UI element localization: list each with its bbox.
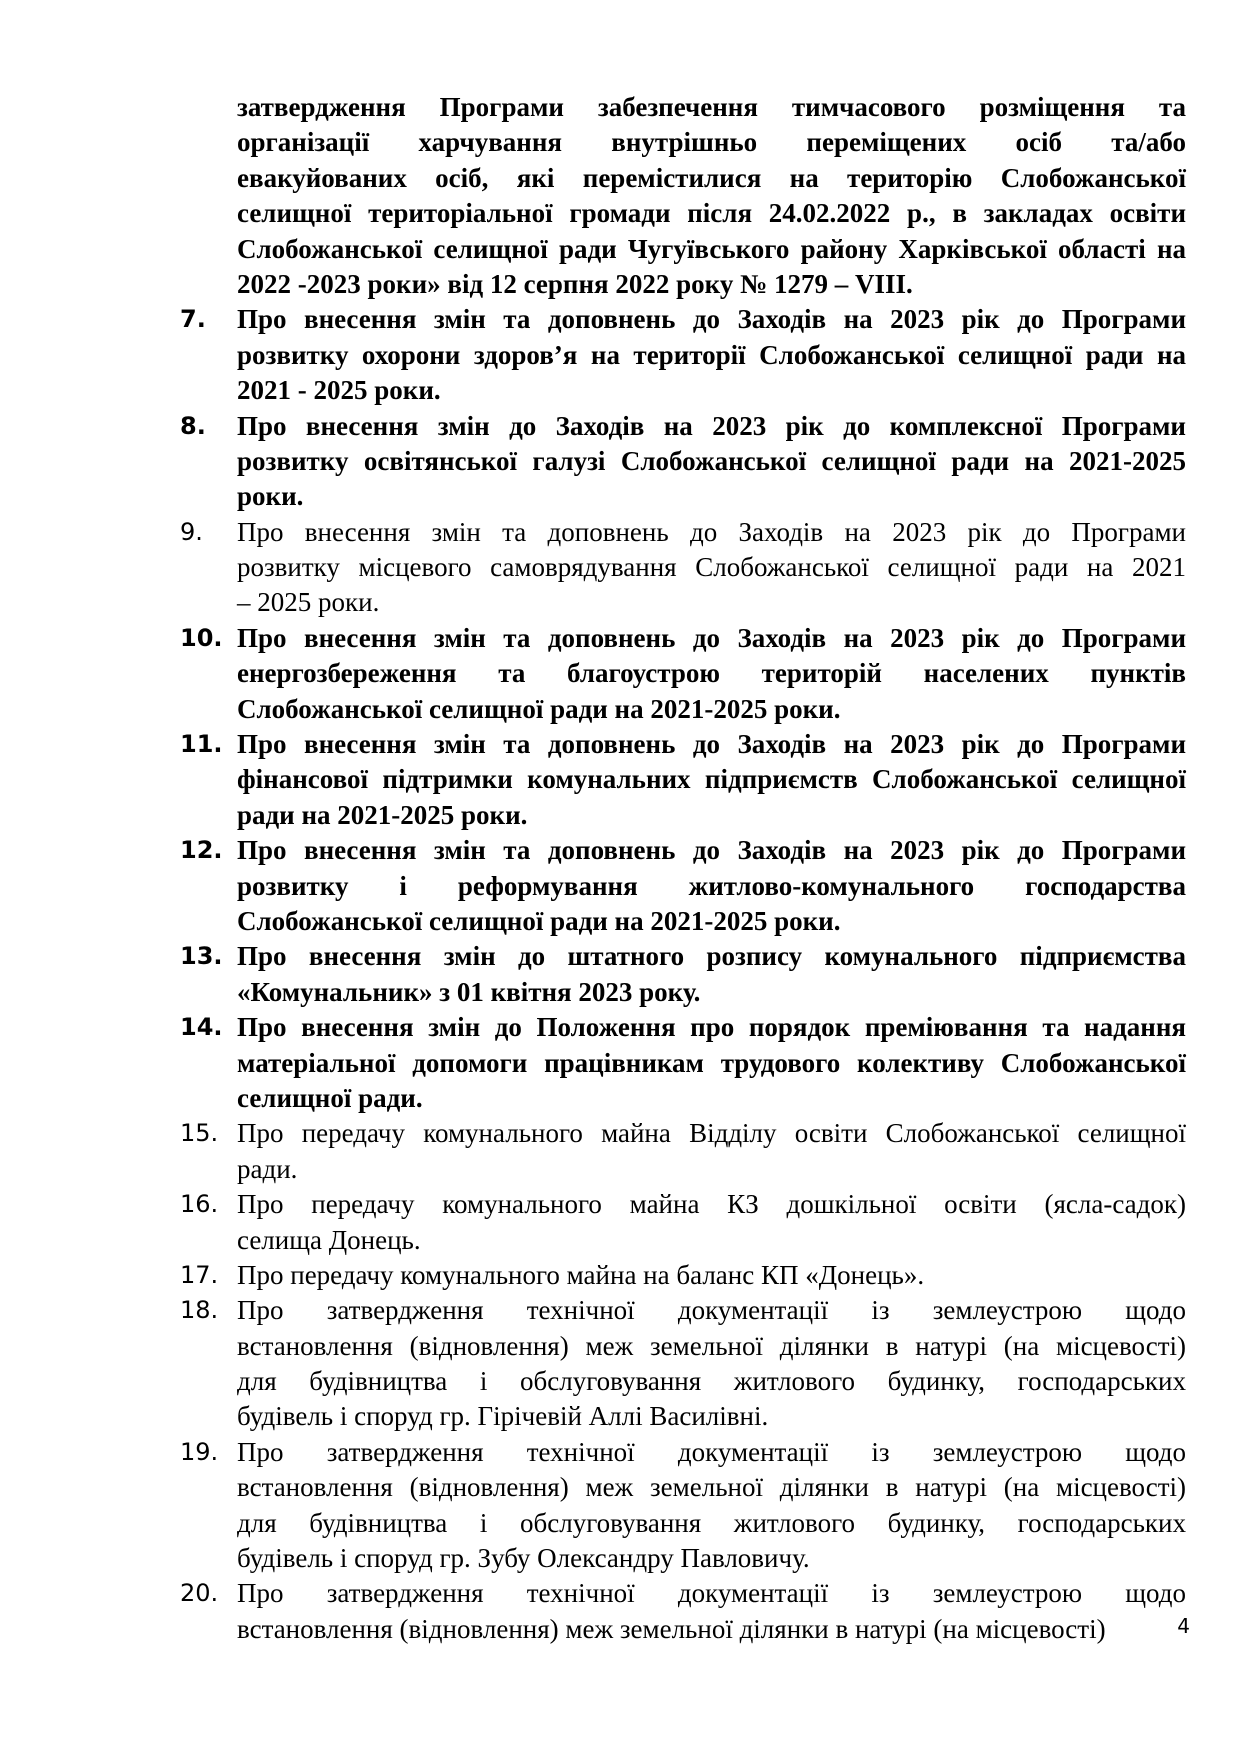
item-text-line: для будівництва і обслуговування житлового будинку, господарських xyxy=(237,1366,1186,1397)
item-text-line: Про передачу комунального майна КЗ дошкільної освіти (ясла-садок) xyxy=(237,1189,1186,1220)
item-number: 13. xyxy=(180,942,223,971)
agenda-item xyxy=(180,1293,1186,1328)
agenda-item-line xyxy=(180,1081,1186,1116)
agenda-item-line xyxy=(180,444,1186,479)
agenda-item-line xyxy=(180,762,1186,797)
item-text-line: розвитку і реформування житлово-комунального господарства xyxy=(237,870,1186,901)
item-text-line: Про внесення змін до Положення про порядок преміювання та надання xyxy=(237,1012,1186,1043)
agenda-item-line xyxy=(180,479,1186,514)
item-text-line: Про затвердження технічної документації із землеустрою щодо xyxy=(237,1578,1186,1609)
item-text-line: Про внесення змін та доповнень до Заходів на 2023 рік до Програми xyxy=(237,729,1186,760)
item-text-line: Про внесення змін та доповнень до Заходів на 2023 рік до Програми xyxy=(237,516,1186,547)
item-text-line: «Комунальник» з 01 квітня 2023 року. xyxy=(237,976,701,1007)
agenda-item-line xyxy=(180,975,1186,1010)
agenda-item-line xyxy=(180,904,1186,939)
agenda-item-line xyxy=(180,1364,1186,1399)
agenda-item xyxy=(180,1258,1186,1293)
agenda-item xyxy=(180,727,1186,762)
item-text-line: Про внесення змін до штатного розпису комунального підприємства xyxy=(237,941,1186,972)
agenda-item-line xyxy=(180,1329,1186,1364)
agenda-item-line xyxy=(180,585,1186,620)
agenda-item-line xyxy=(180,1046,1186,1081)
item-number: 17. xyxy=(180,1260,219,1289)
item-text-line: селища Донець. xyxy=(237,1224,421,1255)
item-text-line: Про передачу комунального майна Відділу освіти Слобожанської селищної xyxy=(237,1118,1186,1149)
item-text-line: розвитку освітянської галузі Слобожанської селищної ради на 2021-2025 xyxy=(237,445,1186,476)
item-text-line: 2022 -2023 роки» від 12 серпня 2022 року № 1279 – VIII. xyxy=(237,268,913,299)
agenda-item-line xyxy=(180,161,1186,196)
agenda-item-line xyxy=(180,1612,1186,1647)
item-number: 8. xyxy=(180,411,206,440)
item-text-line: роки. xyxy=(237,481,304,512)
agenda-item-line xyxy=(180,373,1186,408)
agenda-list xyxy=(180,90,1186,1647)
agenda-item-line xyxy=(180,125,1186,160)
agenda-item-line xyxy=(180,267,1186,302)
item-number: 12. xyxy=(180,836,223,865)
agenda-item xyxy=(180,302,1186,337)
agenda-item-line xyxy=(180,1541,1186,1576)
agenda-item xyxy=(180,1187,1186,1222)
item-text-line: будівель і споруд гр. Гірічевій Аллі Василівні. xyxy=(237,1401,769,1432)
item-number: 15. xyxy=(180,1119,219,1148)
agenda-item-line xyxy=(180,232,1186,267)
agenda-item-line xyxy=(180,869,1186,904)
item-text-line: Про внесення змін та доповнень до Заходів на 2023 рік до Програми xyxy=(237,622,1186,653)
item-text-line: Про затвердження технічної документації із землеустрою щодо xyxy=(237,1436,1186,1467)
item-number: 7. xyxy=(180,305,206,334)
agenda-item xyxy=(180,1435,1186,1470)
page-number: 4 xyxy=(1177,1614,1190,1638)
item-number: 20. xyxy=(180,1579,219,1608)
item-text-line: Про внесення змін до Заходів на 2023 рік до комплексної Програми xyxy=(237,410,1186,441)
item-text-line: Слобожанської селищної ради на 2021-2025 роки. xyxy=(237,693,841,724)
item-text-line: фінансової підтримки комунальних підприємств Слобожанської селищної xyxy=(237,764,1186,795)
item-text-line: Слобожанської селищної ради Чугуївського району Харківської області на xyxy=(237,233,1186,264)
item-text-line: Слобожанської селищної ради на 2021-2025 роки. xyxy=(237,905,841,936)
agenda-item xyxy=(180,939,1186,974)
item-text-line: – 2025 роки. xyxy=(237,587,380,618)
item-text-line: Про внесення змін та доповнень до Заходів на 2023 рік до Програми xyxy=(237,835,1186,866)
item-text-line: розвитку місцевого самоврядування Слобожанської селищної ради на 2021 xyxy=(237,552,1186,583)
agenda-item-line xyxy=(180,196,1186,231)
item-number: 14. xyxy=(180,1013,223,1042)
agenda-item-line xyxy=(180,550,1186,585)
item-number: 10. xyxy=(180,623,223,652)
item-text-line: матеріальної допомоги працівникам трудового колективу Слобожанської xyxy=(237,1047,1186,1078)
agenda-item-line xyxy=(180,1223,1186,1258)
item-text-line: енергозбереження та благоустрою територій населених пунктів xyxy=(237,658,1186,689)
item-text-line: встановлення (відновлення) меж земельної ділянки в натурі (на місцевості) xyxy=(237,1330,1186,1361)
agenda-item xyxy=(180,90,1186,125)
item-text-line: ради. xyxy=(237,1153,298,1184)
agenda-item xyxy=(180,515,1186,550)
item-number: 18. xyxy=(180,1296,219,1325)
agenda-item-line xyxy=(180,338,1186,373)
item-number: 19. xyxy=(180,1437,219,1466)
agenda-item xyxy=(180,1010,1186,1045)
item-text-line: встановлення (відновлення) меж земельної ділянки в натурі (на місцевості) xyxy=(237,1472,1186,1503)
agenda-item xyxy=(180,621,1186,656)
agenda-item-line xyxy=(180,1506,1186,1541)
item-text-line: селищної територіальної громади після 24.02.2022 р., в закладах освіти xyxy=(237,198,1186,229)
agenda-item-line xyxy=(180,798,1186,833)
item-number: 9. xyxy=(180,517,203,546)
item-text-line: організації харчування внутрішньо переміщених осіб та/або xyxy=(237,127,1186,158)
item-text-line: будівель і споруд гр. Зубу Олександру Павловичу. xyxy=(237,1543,810,1574)
item-text-line: Про передачу комунального майна на баланс КП «Донець». xyxy=(237,1259,925,1290)
item-text-line: затвердження Програми забезпечення тимчасового розміщення та xyxy=(237,92,1186,122)
item-number: 16. xyxy=(180,1190,219,1219)
agenda-item-line xyxy=(180,1399,1186,1434)
item-text-line: евакуйованих осіб, які перемістилися на територію Слобожанської xyxy=(237,162,1186,193)
item-text-line: ради на 2021-2025 роки. xyxy=(237,799,528,830)
item-text-line: встановлення (відновлення) меж земельної ділянки в натурі (на місцевості) xyxy=(237,1613,1106,1644)
item-text-line: Про затвердження технічної документації із землеустрою щодо xyxy=(237,1295,1186,1326)
agenda-item xyxy=(180,1116,1186,1151)
item-text-line: Про внесення змін та доповнень до Заходів на 2023 рік до Програми xyxy=(237,304,1186,335)
agenda-item-line xyxy=(180,656,1186,691)
item-text-line: 2021 - 2025 роки. xyxy=(237,375,441,406)
agenda-item xyxy=(180,1576,1186,1611)
item-text-line: розвитку охорони здоров’я на території Слобожанської селищної ради на xyxy=(237,339,1186,370)
agenda-item xyxy=(180,409,1186,444)
item-number: 11. xyxy=(180,730,223,759)
agenda-item-line xyxy=(180,692,1186,727)
item-text-line: для будівництва і обслуговування житлового будинку, господарських xyxy=(237,1507,1186,1538)
agenda-item xyxy=(180,833,1186,868)
agenda-item-line xyxy=(180,1470,1186,1505)
item-text-line: селищної ради. xyxy=(237,1082,423,1113)
agenda-item-line xyxy=(180,1152,1186,1187)
